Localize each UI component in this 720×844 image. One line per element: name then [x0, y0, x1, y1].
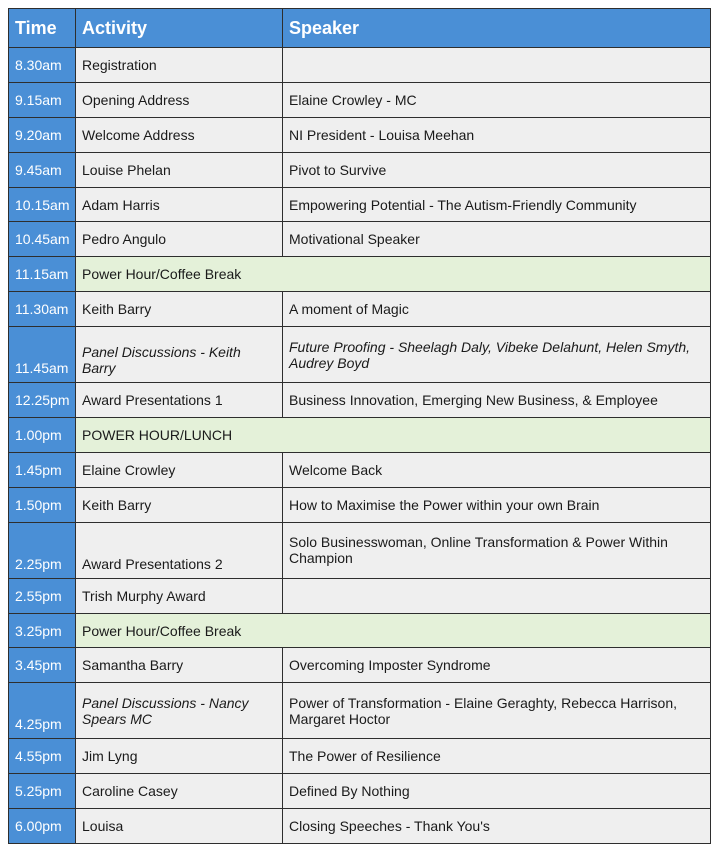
activity-column-header: Activity	[76, 9, 283, 48]
speaker-cell: Motivational Speaker	[283, 222, 711, 257]
speaker-cell: The Power of Resilience	[283, 739, 711, 774]
time-cell: 4.55pm	[9, 739, 76, 774]
time-cell: 10.15am	[9, 187, 76, 222]
table-row	[9, 809, 711, 844]
activity-cell: Welcome Address	[76, 117, 283, 152]
activity-cell: Keith Barry	[76, 487, 283, 522]
table-row	[9, 327, 711, 383]
activity-cell: Elaine Crowley	[76, 452, 283, 487]
speaker-cell	[283, 683, 711, 739]
table-row	[9, 222, 711, 257]
break-row	[9, 418, 711, 453]
time-cell: 11.30am	[9, 292, 76, 327]
schedule-table	[8, 8, 711, 844]
time-cell: 2.25pm	[9, 522, 76, 578]
break-row	[9, 613, 711, 648]
break-cell: Power Hour/Coffee Break	[76, 257, 711, 292]
time-cell: 1.00pm	[9, 418, 76, 453]
table-row	[9, 774, 711, 809]
table-row	[9, 48, 711, 83]
time-cell: 6.00pm	[9, 809, 76, 844]
speaker-text: Future Proofing - Sheelagh Daly, Vibeke Delahunt, Helen Smyth, Audrey Boyd	[289, 338, 691, 371]
activity-cell: Registration	[76, 48, 283, 83]
speaker-cell: A moment of Magic	[283, 292, 711, 327]
time-cell: 3.45pm	[9, 648, 76, 683]
activity-cell: Louisa	[76, 809, 283, 844]
activity-cell: Adam Harris	[76, 187, 283, 222]
table-row	[9, 152, 711, 187]
time-cell: 3.25pm	[9, 613, 76, 648]
speaker-cell	[283, 327, 711, 383]
table-body	[9, 48, 711, 844]
table-row	[9, 452, 711, 487]
time-column-header: Time	[9, 9, 76, 48]
activity-cell: Award Presentations 1	[76, 383, 283, 418]
activity-cell: Opening Address	[76, 82, 283, 117]
table-row	[9, 82, 711, 117]
break-cell: POWER HOUR/LUNCH	[76, 418, 711, 453]
time-cell: 5.25pm	[9, 774, 76, 809]
activity-cell	[76, 683, 283, 739]
activity-cell: Trish Murphy Award	[76, 578, 283, 613]
table-row	[9, 383, 711, 418]
table-row	[9, 578, 711, 613]
time-cell: 9.45am	[9, 152, 76, 187]
table-row	[9, 117, 711, 152]
table-row	[9, 683, 711, 739]
table-row	[9, 487, 711, 522]
activity-cell: Award Presentations 2	[76, 522, 283, 578]
time-cell: 2.55pm	[9, 578, 76, 613]
time-cell: 1.50pm	[9, 487, 76, 522]
time-cell: 9.20am	[9, 117, 76, 152]
speaker-text: Solo Businesswoman, Online Transformation & Power Within Champion	[289, 534, 668, 567]
activity-cell: Samantha Barry	[76, 648, 283, 683]
speaker-cell: Welcome Back	[283, 452, 711, 487]
speaker-column-header: Speaker	[283, 9, 711, 48]
speaker-cell	[283, 48, 711, 83]
header-row	[9, 9, 711, 48]
speaker-cell	[283, 522, 711, 578]
speaker-cell: Defined By Nothing	[283, 774, 711, 809]
table-row	[9, 292, 711, 327]
break-cell: Power Hour/Coffee Break	[76, 613, 711, 648]
speaker-cell: Empowering Potential - The Autism-Friendly Community	[283, 187, 711, 222]
speaker-cell: Overcoming Imposter Syndrome	[283, 648, 711, 683]
table-row	[9, 187, 711, 222]
time-cell: 1.45pm	[9, 452, 76, 487]
time-cell: 8.30am	[9, 48, 76, 83]
speaker-cell: Closing Speeches - Thank You's	[283, 809, 711, 844]
time-cell: 11.45am	[9, 327, 76, 383]
activity-cell: Panel Discussions - Keith Barry	[76, 327, 283, 383]
time-cell: 9.15am	[9, 82, 76, 117]
speaker-text: Power of Transformation - Elaine Geraghty, Rebecca Harrison, Margaret Hoctor	[289, 694, 678, 727]
table-row	[9, 739, 711, 774]
table-row	[9, 648, 711, 683]
time-cell: 4.25pm	[9, 683, 76, 739]
time-cell: 11.15am	[9, 257, 76, 292]
speaker-cell: Elaine Crowley - MC	[283, 82, 711, 117]
time-cell: 10.45am	[9, 222, 76, 257]
activity-cell: Keith Barry	[76, 292, 283, 327]
speaker-cell	[283, 578, 711, 613]
table-header	[9, 9, 711, 48]
speaker-cell: NI President - Louisa Meehan	[283, 117, 711, 152]
activity-cell: Caroline Casey	[76, 774, 283, 809]
break-row	[9, 257, 711, 292]
speaker-cell: Business Innovation, Emerging New Business, & Employee	[283, 383, 711, 418]
time-cell: 12.25pm	[9, 383, 76, 418]
table-row	[9, 522, 711, 578]
activity-text: Panel Discussions - Nancy Spears MC	[82, 694, 249, 727]
speaker-cell: How to Maximise the Power within your own Brain	[283, 487, 711, 522]
activity-cell: Jim Lyng	[76, 739, 283, 774]
activity-cell: Louise Phelan	[76, 152, 283, 187]
speaker-cell: Pivot to Survive	[283, 152, 711, 187]
activity-cell: Pedro Angulo	[76, 222, 283, 257]
